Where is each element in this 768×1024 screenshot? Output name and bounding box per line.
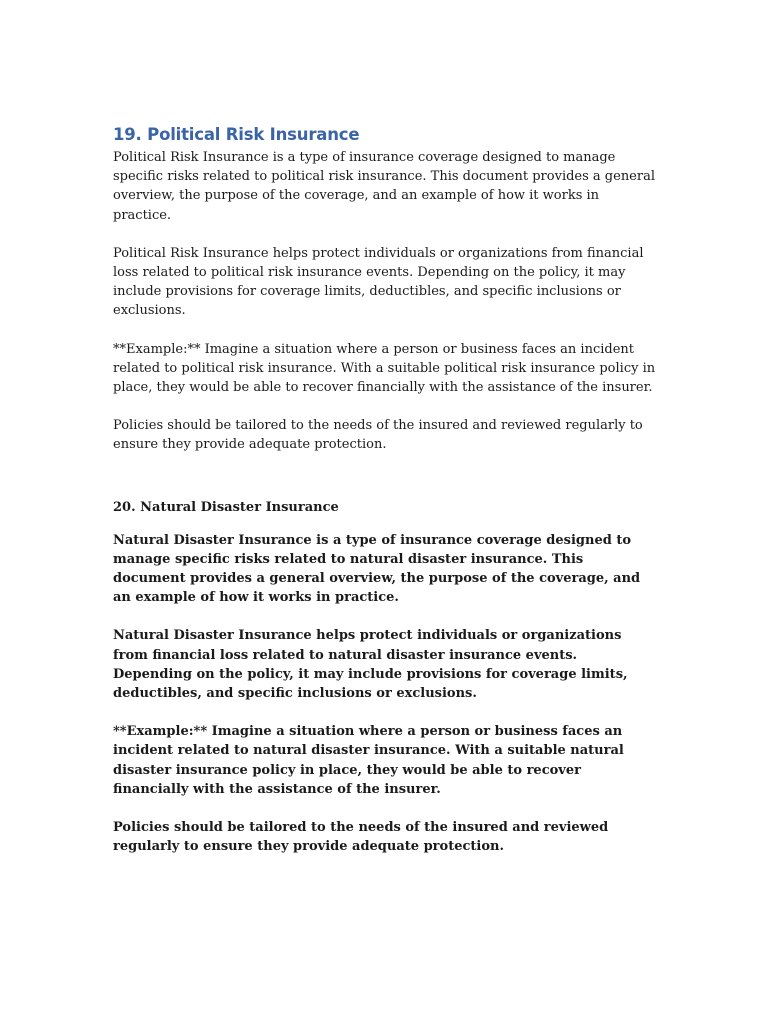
section-19-paragraph-4: Policies should be tailored to the needs of the insured and reviewed regularly to ensure they provide adequate protection. (113, 418, 643, 453)
section-20-example-paragraph: **Example:** Imagine a situation where a person or business faces an incident related to natural disaster insurance. With a suitable natural disaster insurance policy in place, they would be able to recover financially with the assistance of the insurer. (113, 724, 624, 797)
section-19-paragraph-1: Political Risk Insurance is a type of insurance coverage designed to manage specific risks related to political risk insurance. This document provides a general overview, the purpose of the coverage, and an example of how it works in practice. (113, 150, 656, 223)
section-spacer (113, 474, 658, 498)
section-19-heading: 19. Political Risk Insurance (113, 125, 360, 144)
section-20-paragraph-4: Policies should be tailored to the needs of the insured and reviewed regularly to ensure they provide adequate protection. (113, 820, 609, 855)
section-20-paragraph-2: Natural Disaster Insurance helps protect individuals or organizations from financial loss related to natural disaster insurance events. Depending on the policy, it may include provisions for coverage limits, deductibles, and specific inclusions or exclusions. (113, 628, 628, 702)
section-19-paragraph-2: Political Risk Insurance helps protect individuals or organizations from financial loss related to political risk insurance events. Depending on the policy, it may include provisions for coverage limits, deductibles, and specific inclusions or exclusions. (113, 245, 644, 319)
document-content (113, 124, 658, 875)
section-20-body (113, 531, 658, 857)
section-19-example-paragraph: **Example:** Imagine a situation where a person or business faces an incident related to political risk insurance. With a suitable political risk insurance policy in place, they would be able to recover financially with the assistance of the insurer. (113, 341, 656, 396)
section-20-heading: 20. Natural Disaster Insurance (113, 499, 339, 515)
section-20-paragraph-1: Natural Disaster Insurance is a type of insurance coverage designed to manage specific risks related to natural disaster insurance. This document provides a general overview, the purpose of the coverage, and an example of how it works in practice. (113, 532, 641, 606)
